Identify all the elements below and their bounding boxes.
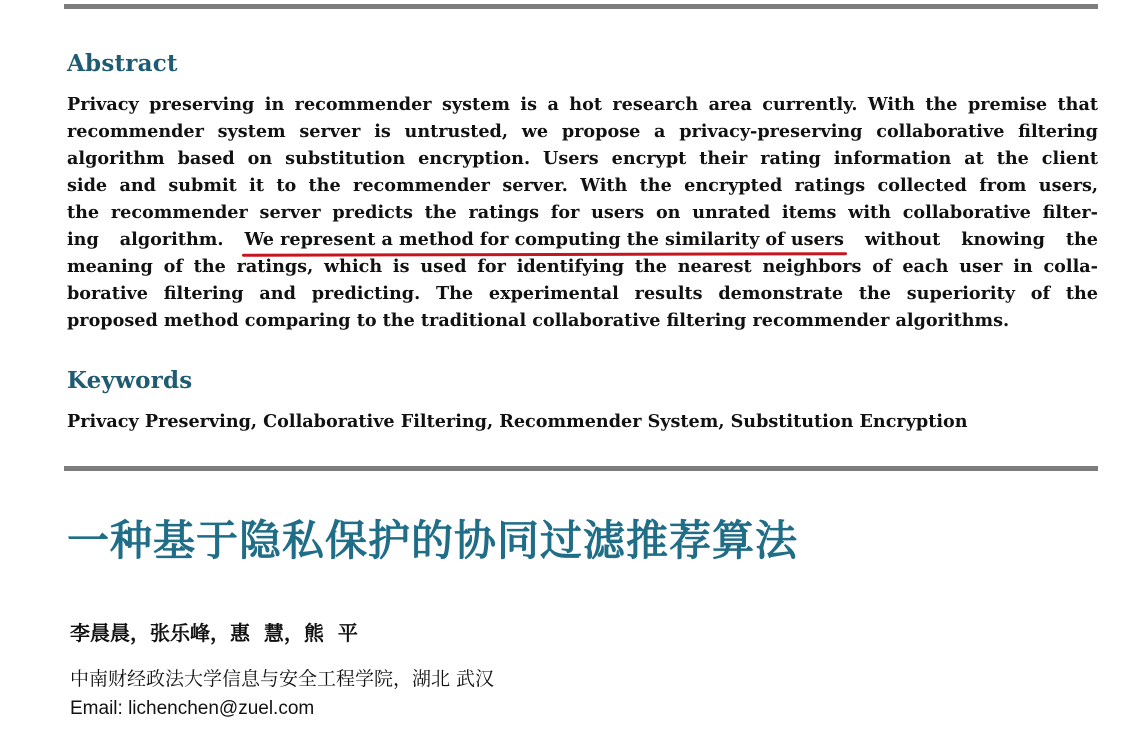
abstract-heading: Abstract — [67, 50, 178, 77]
keywords-heading: Keywords — [67, 367, 193, 394]
keywords-list: Privacy Preserving, Collaborative Filtering, Recommender System, Substitution Encryption — [67, 411, 968, 432]
section-divider — [64, 466, 1098, 471]
abstract-text-before-highlight: ing algorithm. — [67, 229, 224, 250]
chinese-author-list: 李晨晨，张乐峰，惠 慧，熊 平 — [70, 621, 358, 645]
abstract-line: Privacy preserving in recommender system is a hot research area currently. With the premise that — [67, 94, 1098, 115]
abstract-line: algorithm based on substitution encryption. Users encrypt their rating information at the client — [67, 148, 1098, 169]
abstract-body — [67, 91, 1098, 334]
abstract-line: meaning of the ratings, which is used for identifying the nearest neighbors of each user in colla- — [67, 256, 1098, 277]
abstract-line: side and submit it to the recommender server. With the encrypted ratings collected from users, — [67, 175, 1098, 196]
abstract-line-highlighted — [67, 226, 1098, 253]
abstract-line: borative filtering and predicting. The experimental results demonstrate the superiority of the — [67, 283, 1098, 304]
abstract-line: recommender system server is untrusted, we propose a privacy-preserving collaborative filtering — [67, 121, 1098, 142]
chinese-affiliation: 中南财经政法大学信息与安全工程学院，湖北 武汉 — [70, 668, 495, 690]
abstract-line: the recommender server predicts the ratings for users on unrated items with collaborative filter- — [67, 202, 1098, 223]
abstract-line: proposed method comparing to the traditional collaborative filtering recommender algorithms. — [67, 310, 1010, 331]
top-divider — [64, 4, 1098, 9]
abstract-text-after-highlight: without knowing the — [864, 229, 1098, 250]
red-underlined-sentence: We represent a method for computing the similarity of users — [244, 226, 843, 253]
author-email: Email: lichenchen@zuel.com — [70, 698, 315, 719]
chinese-paper-title: 一种基于隐私保护的协同过滤推荐算法 — [67, 516, 799, 565]
